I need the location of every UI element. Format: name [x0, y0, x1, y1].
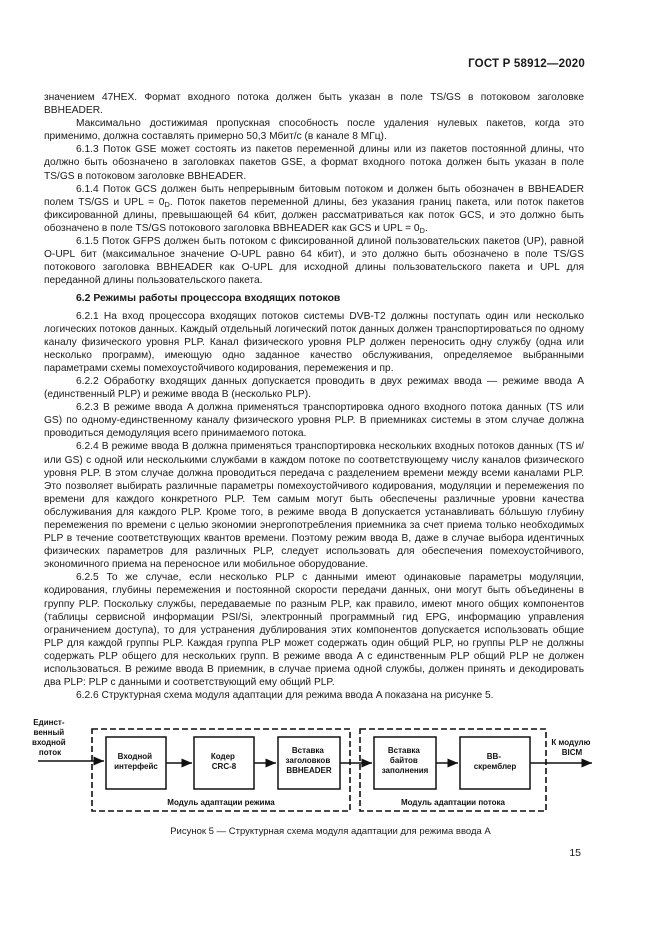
paragraph: 6.2.5 То же случае, если несколько PLP с данными имеют одинаковые параметры модуляции, кодирования, глубины перемежения и постоянной скорости передачи данных, они могут быть объединены в группу PLP. Поскольку службы, передаваемые по разным PLP, как правило, имеют много общих компонентов (таблицы сервисной информации PSI/Si, электронный программный гид EPG, информацию управления ограничением доступа), то для устранения дублирования этих компонентов допускается использовать общие PLP для каждой группы PLP. Каждая группа PLP может содержать один общий PLP, но группы PLP не должны содержать PLP общего для нескольких групп. В режиме ввода A с единственным PLP общий PLP не должен использоваться. В режиме ввода B приемник, в случае приема одной службы, должен принять и декодировать два PLP: PLP с данными и соответствующий ему общий PLP. [44, 572, 584, 689]
svg-text:Входной интерфейс: Входной интерфейс [114, 752, 158, 771]
figure-block-diagram [32, 715, 596, 815]
paragraph: значением 47HEX. Формат входного потока должен быть указан в поле TS/GS в потоковом заголовке BBHEADER. [44, 92, 584, 117]
output-label: К модулю BICM [551, 738, 591, 757]
paragraph: 6.1.4 Поток GCS должен быть непрерывным битовым потоком и должен быть обозначен в BBHEADER полем TS/GS и UPL = $0_D$. Поток пакетов переменной длины, без указания границ пакета, или поток пакетов фиксированной длины, превышающей 64 кбит, должен рассматриваться как поток GCS, и это должно быть обозначено в поле TS/GS потокового заголовка BBHEADER как GCS и UPL = $0_D$. [44, 183, 584, 235]
document-header: ГОСТ Р 58912—2020 [468, 58, 585, 70]
paragraph: 6.2.4 В режиме ввода B должна применяться транспортировка нескольких входных потоков данных (TS и/или GS) с одной или несколькими службами в каждом потоке по соответствующему числу каналов физического уровня PLP. В этом случае должна проводиться передача с разделением времени между всеми каналами PLP. Это позволяет выбирать различные параметры помехоустойчивого кодирования, модуляции и перемежения по времени для каждого конкретного PLP. Тем самым могут быть обеспечены различные уровни качества обслуживания для каждого PLP. Кроме того, в режиме ввода B допускается устанавливать бо́льшую глубину перемежения по времени с целью экономии энергопотребления приемника за счет приема только необходимых PLP в течение соответствующих квантов времени. Поэтому режим ввода B, даже в случае выбора идентичных физических параметров для различных PLP, следует использовать для обеспечения помехоустойчивого, экономичного приема на переносное или мобильное оборудование. [44, 441, 584, 571]
group-stream-label: Модуль адаптации потока [400, 798, 506, 807]
body-text [44, 91, 584, 702]
group-mode-label: Модуль адаптации режима [167, 798, 275, 807]
paragraph: 6.2.6 Структурная схема модуля адаптации для режима ввода A показана на рисунке 5. [76, 690, 494, 702]
paragraph: 6.2.2 Обработку входящих данных допускается проводить в двух режимах ввода — режиме ввода A (единственный PLP) и режиме ввода B (несколько PLP). [44, 375, 584, 401]
page-number: 15 [569, 847, 581, 859]
svg-text:Вставка заголовков: Вставка заголовков BBHEADER [285, 746, 332, 775]
paragraph: 6.2.1 На вход процессора входящих потоков системы DVB-T2 должны поступать один или несколько логических потоков данных. Каждый отдельный логический поток данных должен транспортироваться по одному каналу физического уровня PLP. Канал физического уровня PLP должен переносить одну службу (одна или несколько программ), имеющую одно заданное качество обслуживания, определяемое выбранными параметрами схемы помехоустойчивого кодирования, перемежения и пр. [44, 310, 584, 374]
svg-text:Вставка байтов зап: Вставка байтов заполнения [381, 746, 429, 775]
paragraph: 6.1.5 Поток GFPS должен быть потоком с фиксированной длиной пользовательских пакетов (UP), равной O-UPL бит (максимальное значение O-UPL равно 64 кбит), и это должно быть обозначено в поле TS/GS потокового заголовка BBHEADER как O-UPL для исходной длины пользовательского пакета и UPL для переданной длины пользовательского пакета. [44, 236, 584, 287]
paragraph: Максимально достижимая пропускная способность после удаления нулевых пакетов, когда это применимо, должна составлять примерно 50,3 Мбит/с (в канале 8 МГц). [44, 118, 584, 143]
svg-text:Кодер CRC-8: Кодер CRC-8 [210, 752, 237, 771]
section-heading: 6.2 Режимы работы процессора входящих потоков [76, 293, 341, 305]
figure-caption: Рисунок 5 — Структурная схема модуля адаптации для режима ввода A [170, 826, 491, 837]
paragraph: 6.2.3 В режиме ввода A должна применяться транспортировка одного входного потока данных (TS или GS) по одному-единственному каналу физического уровня PLP. В приемниках системы в этом случае должна проводиться демодуляция всего принимаемого потока. [44, 402, 584, 440]
svg-text:BB- скремблер: BB- скремблер [473, 752, 517, 771]
paragraph: 6.1.3 Поток GSE может состоять из пакетов переменной длины или из пакетов постоянной длины, что должно быть обозначено в заголовках пакетов GSE, а формат входного потока должен быть указан в поле TS/GS в потоковом заголовке BBHEADER. [44, 144, 584, 182]
input-label: Единст- венный входной поток [32, 718, 66, 757]
